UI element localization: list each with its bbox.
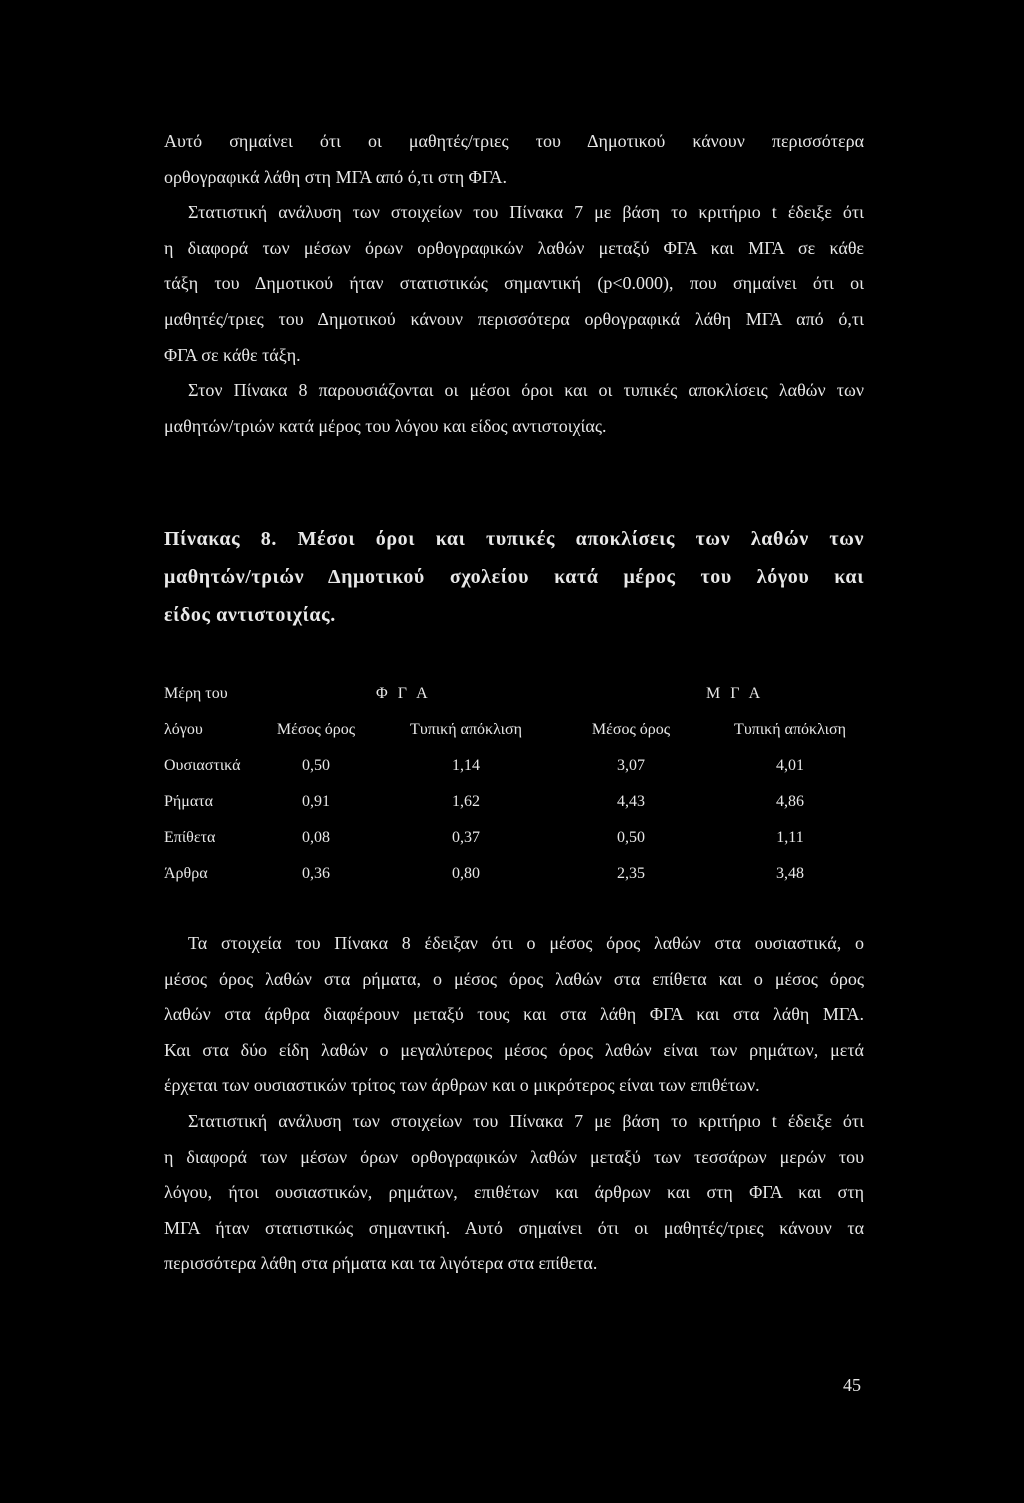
text-line: Αυτό σημαίνει ότι οι μαθητές/τριες του Δημοτικού κάνουν περισσότερα [164, 131, 864, 151]
table-cell: 0,91 [302, 793, 330, 810]
text-line: Στατιστική ανάλυση των στοιχείων του Πίνακα 7 με βάση το κριτήριο t έδειξε ότι [188, 202, 864, 223]
table-row [164, 820, 874, 856]
table-cell: 1,14 [452, 757, 480, 774]
text-line: μέσος όρος λαθών στα ρήματα, ο μέσος όρος λαθών στα επίθετα και ο μέσος όρος [164, 968, 864, 989]
table-cell: 4,86 [776, 793, 804, 810]
table-cell: Ρήματα [164, 793, 214, 810]
text-line: έρχεται των ουσιαστικών τρίτος των άρθρων και ο μικρότερος είναι των επιθέτων. [164, 1075, 760, 1096]
text-line: τάξη του Δημοτικού ήταν στατιστικώς σημαντική (p<0.000), που σημαίνει ότι οι [164, 273, 864, 294]
text-line: Στατιστική ανάλυση των στοιχείων του Πίνακα 7 με βάση το κριτήριο t έδειξε ότι [188, 1110, 864, 1131]
table-cell: 4,01 [776, 757, 804, 774]
table-cell: 2,35 [617, 865, 645, 882]
text-line: λαθών στα άρθρα διαφέρουν μεταξύ τους και στα λάθη ΦΓΑ και στα λάθη ΜΓΑ. [164, 1004, 864, 1025]
table-cell: Επίθετα [164, 829, 216, 846]
caption-line: Πίνακας 8. Μέσοι όροι και τυπικές αποκλίσεις των λαθών των [164, 528, 864, 550]
table-cell: 0,36 [302, 865, 330, 882]
table-header-row-top [164, 676, 874, 712]
text-line: μαθητών/τριών κατά μέρος του λόγου και είδος αντιστοιχίας. [164, 415, 607, 436]
header-cell: Τυπική απόκλιση [410, 721, 522, 738]
header-cell: Μέσος όρος [276, 721, 356, 738]
table-cell: 3,48 [776, 865, 804, 882]
text-line: λόγου, ήτοι ουσιαστικών, ρημάτων, επιθέτων και άρθρων και στη ΦΓΑ και στη [164, 1182, 864, 1203]
header-cell: Μέρη του [164, 685, 228, 702]
data-table [164, 676, 874, 892]
outro-text [164, 926, 864, 1282]
header-cell: λόγου [164, 721, 203, 738]
outro-paragraphs [164, 926, 864, 1282]
header-cell [556, 676, 706, 712]
text-line: ΜΓΑ ήταν στατιστικώς σημαντική. Αυτό σημαίνει ότι οι μαθητές/τριες κάνουν τα [164, 1217, 864, 1238]
table-cell: 0,08 [302, 829, 330, 846]
caption-line: είδος αντιστοιχίας. [164, 604, 336, 626]
table-header-row-sub [164, 712, 874, 748]
text-line: μαθητές/τριες του Δημοτικού κάνουν περισσότερα ορθογραφικά λάθη ΜΓΑ από ό,τι [164, 308, 864, 329]
table-cell: 1,11 [776, 829, 804, 846]
caption-line: μαθητών/τριών Δημοτικού σχολείου κατά μέρος του λόγου και [164, 566, 864, 588]
table-cell: 0,37 [452, 829, 480, 846]
text-line: η διαφορά των μέσων όρων ορθογραφικών λαθών μεταξύ ΦΓΑ και ΜΓΑ σε κάθε [164, 237, 864, 258]
page-number: 45 [843, 1375, 861, 1395]
text-line: ΦΓΑ σε κάθε τάξη. [164, 344, 301, 365]
table-cell: 3,07 [617, 757, 645, 774]
header-group-mga: Μ Γ Α [706, 685, 764, 702]
table-cell: 0,80 [452, 865, 480, 882]
text-line: Στον Πίνακα 8 παρουσιάζονται οι μέσοι όροι και οι τυπικές αποκλίσεις λαθών των [188, 380, 864, 401]
table-cell: 1,62 [452, 793, 480, 810]
text-line: Και στα δύο είδη λαθών ο μεγαλύτερος μέσος όρος λαθών είναι των ρημάτων, μετά [164, 1039, 864, 1060]
text-line: Τα στοιχεία του Πίνακα 8 έδειξαν ότι ο μέσος όρος λαθών στα ουσιαστικά, ο [188, 933, 864, 953]
intro-text [164, 124, 864, 444]
header-cell [256, 676, 376, 712]
header-cell: Μέσος όρος [591, 721, 671, 738]
table-caption [164, 520, 864, 634]
table-row [164, 784, 874, 820]
header-group-fga: Φ Γ Α [376, 685, 431, 702]
table-cell: 0,50 [617, 829, 645, 846]
table-cell: 4,43 [617, 793, 645, 810]
table-row [164, 748, 874, 784]
text-line: περισσότερα λάθη στα ρήματα και τα λιγότερα στα επίθετα. [164, 1253, 598, 1274]
table-cell: Ουσιαστικά [164, 757, 241, 774]
intro-paragraphs [164, 124, 864, 444]
text-line: η διαφορά των μέσων όρων ορθογραφικών λαθών μεταξύ των τεσσάρων μερών του [164, 1146, 864, 1167]
table-row [164, 856, 874, 892]
text-line: ορθογραφικά λάθη στη ΜΓΑ από ό,τι στη ΦΓΑ. [164, 166, 507, 187]
header-cell: Τυπική απόκλιση [734, 721, 846, 738]
table-cell: 0,50 [302, 757, 330, 774]
table-cell: Άρθρα [164, 865, 208, 882]
